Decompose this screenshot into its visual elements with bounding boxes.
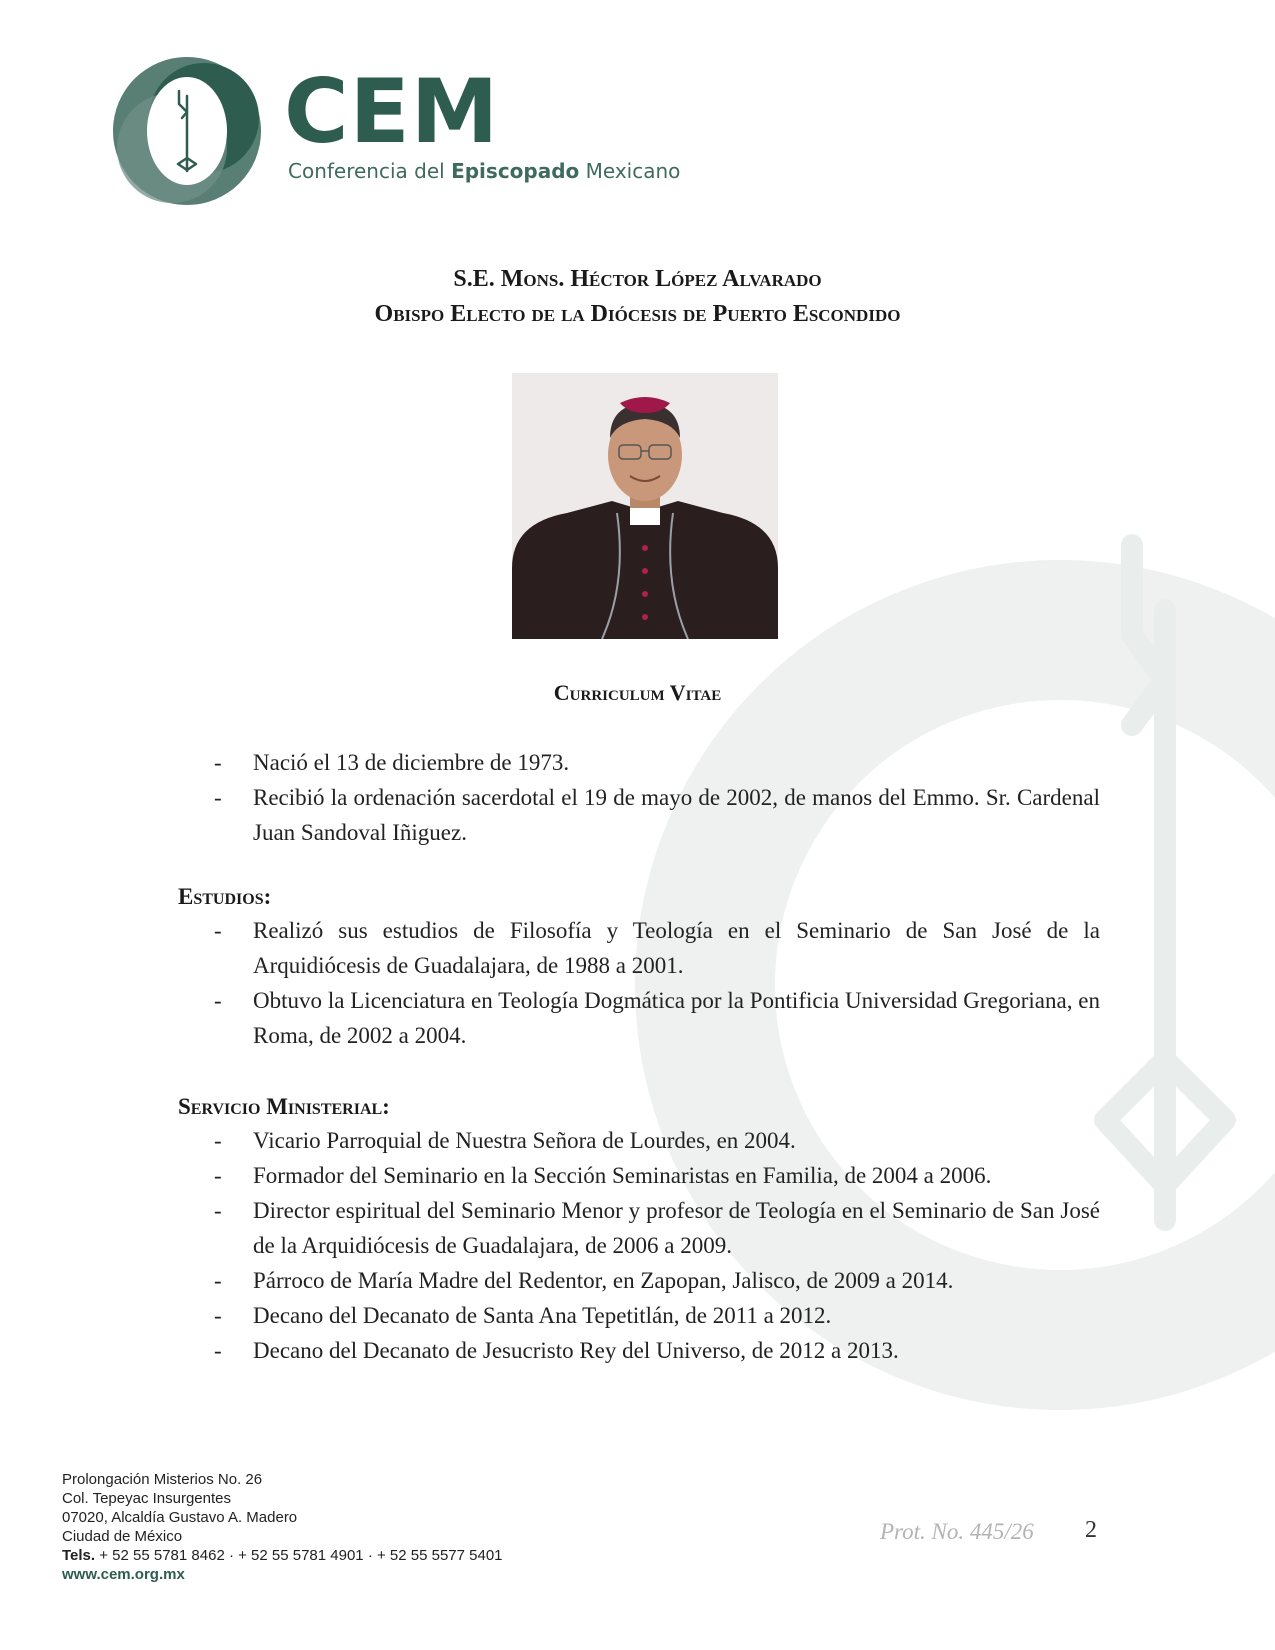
website-link[interactable]: www.cem.org.mx: [62, 1566, 185, 1583]
logo-subtitle-pre: Conferencia del: [288, 159, 452, 183]
footer-address: [62, 1470, 503, 1584]
logo-subtitle-post: Mexicano: [579, 159, 681, 183]
address-line: Ciudad de México: [62, 1528, 183, 1545]
list-item: - Director espiritual del Seminario Menor y profesor de Teología en el Seminario de San José de la Arquidiócesis de Guadalajara, de 2006 a 2009.: [178, 1193, 1100, 1263]
phone-numbers: + 52 55 5781 8462 · + 52 55 5781 4901 · + 52 55 5577 5401: [95, 1547, 503, 1564]
list-item: - Párroco de María Madre del Redentor, en Zapopan, Jalisco, de 2009 a 2014.: [178, 1263, 1100, 1298]
document-subtitle: Obispo Electo de la Diócesis de Puerto Escondido: [374, 301, 901, 327]
list-item: - Formador del Seminario en la Sección Seminaristas en Familia, de 2004 a 2006.: [178, 1158, 1100, 1193]
estudios-section: [178, 884, 1100, 1053]
address-line: 07020, Alcaldía Gustavo A. Madero: [62, 1509, 298, 1526]
servicio-section: [178, 1094, 1100, 1368]
cv-heading: Curriculum Vitae: [553, 680, 722, 705]
logo-subtitle-bold: Episcopado: [451, 159, 580, 183]
intro-list: [178, 745, 1100, 850]
address-line: Prolongación Misterios No. 26: [62, 1471, 263, 1488]
protocol-number: Prot. No. 445/26: [880, 1519, 1034, 1544]
intro-section: [178, 745, 1100, 850]
logo-subtitle: [288, 159, 680, 183]
list-item: - Realizó sus estudios de Filosofía y Teología en el Seminario de San José de la Arquidiócesis de Guadalajara, de 1988 a 2001.: [178, 913, 1100, 983]
servicio-heading: Servicio Ministerial:: [178, 1094, 390, 1119]
list-item: - Vicario Parroquial de Nuestra Señora de Lourdes, en 2004.: [178, 1123, 1100, 1158]
list-item: - Recibió la ordenación sacerdotal el 19 de mayo de 2002, de manos del Emmo. Sr. Cardenal Juan Sandoval Iñiguez.: [178, 780, 1100, 850]
list-item: - Decano del Decanato de Santa Ana Tepetitlán, de 2011 a 2012.: [178, 1298, 1100, 1333]
document-title: S.E. Mons. Héctor López Alvarado: [453, 266, 822, 292]
list-item: - Nació el 13 de diciembre de 1973.: [178, 745, 1100, 780]
servicio-list: [178, 1123, 1100, 1368]
estudios-list: [178, 913, 1100, 1053]
page-number: 2: [1085, 1517, 1097, 1543]
portrait-photo: [512, 373, 778, 639]
phone-line: [62, 1546, 503, 1565]
estudios-heading: Estudios:: [178, 884, 272, 909]
logo-wordmark: CEM: [284, 60, 500, 163]
cem-logo-icon: [112, 56, 262, 206]
list-item: - Decano del Decanato de Jesucristo Rey del Universo, de 2012 a 2013.: [178, 1333, 1100, 1368]
phone-label: Tels.: [62, 1547, 96, 1564]
address-line: Col. Tepeyac Insurgentes: [62, 1490, 231, 1507]
list-item: - Obtuvo la Licenciatura en Teología Dogmática por la Pontificia Universidad Gregoriana, en Roma, de 2002 a 2004.: [178, 983, 1100, 1053]
